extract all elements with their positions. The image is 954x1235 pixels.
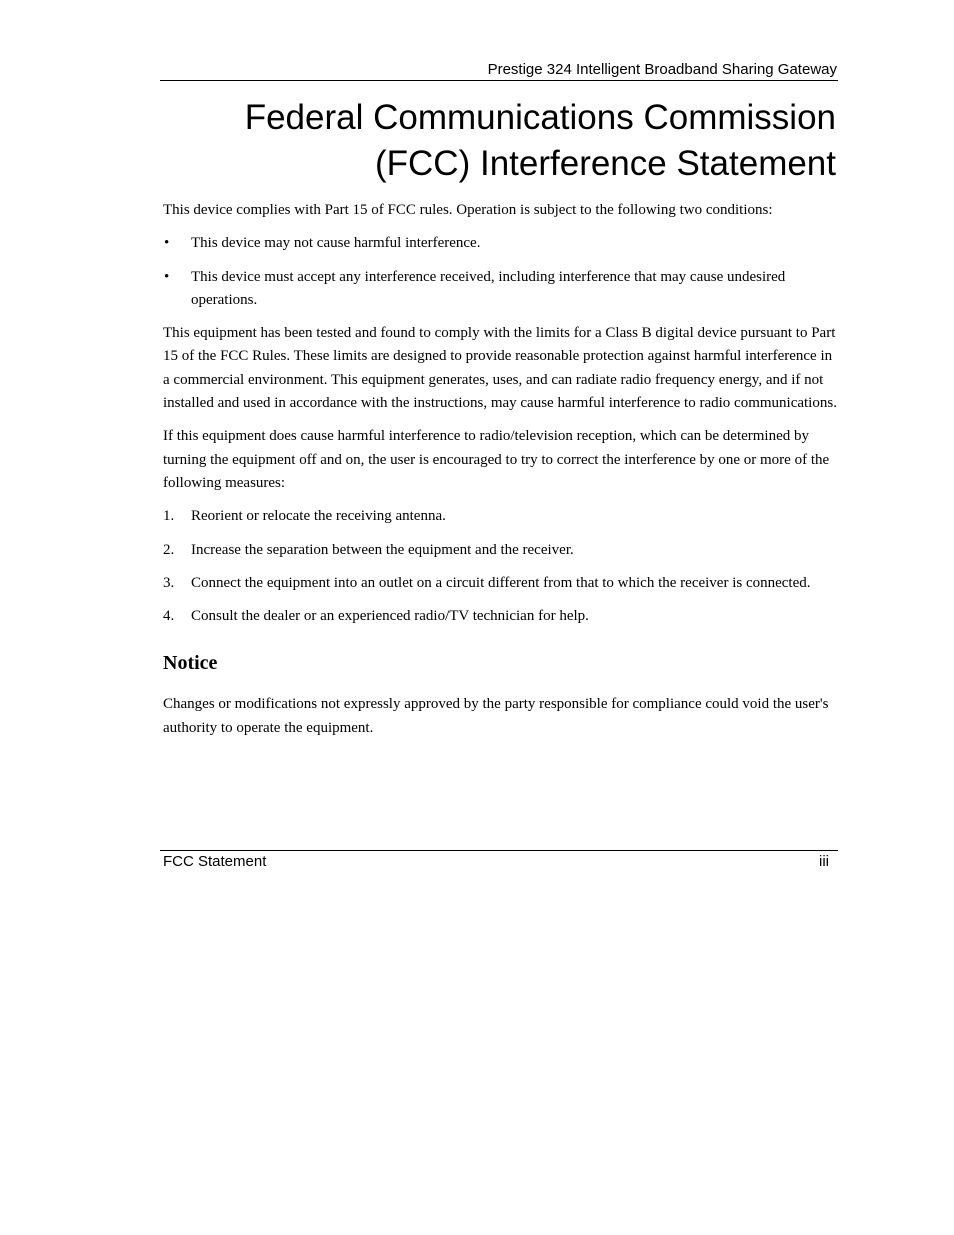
measure-text: Connect the equipment into an outlet on a circuit different from that to which the receiver is connected. (191, 574, 811, 591)
page-title-line-1: Federal Communications Commission (244, 98, 836, 137)
measure-text: Reorient or relocate the receiving antenna. (191, 508, 446, 525)
measure-item (163, 505, 838, 528)
bullet-marker: • (164, 235, 170, 252)
measures-list (163, 505, 838, 628)
bullet-marker: • (164, 268, 170, 285)
footer-section-label: FCC Statement (163, 853, 267, 870)
measure-item (163, 572, 838, 595)
measures-paragraph: If this equipment does cause harmful interference to radio/television reception, which can be determined by turning the equipment off and on, the user is encouraged to try to correct the interference by one or more of the following measures: (163, 428, 830, 491)
number-marker: 4. (163, 608, 175, 625)
footer-page-number: iii (819, 853, 829, 870)
notice-paragraph: Changes or modifications not expressly approved by the party responsible for compliance could void the user's authority to operate the equipment. (163, 696, 829, 736)
condition-text: This device may not cause harmful interference. (191, 235, 481, 252)
page-title (160, 95, 836, 187)
measure-item (163, 605, 838, 628)
intro-paragraph: This device complies with Part 15 of FCC rules. Operation is subject to the following two conditions: (163, 202, 773, 218)
condition-item (163, 266, 838, 313)
number-marker: 2. (163, 541, 175, 558)
condition-text: This device must accept any interference received, including interference that may cause undesired operations. (191, 268, 786, 308)
measure-item (163, 539, 838, 562)
conditions-list (163, 232, 838, 312)
measure-text: Consult the dealer or an experienced radio/TV technician for help. (191, 608, 589, 625)
page-title-line-2: (FCC) Interference Statement (375, 144, 836, 183)
footer-rule (160, 850, 838, 851)
running-header: Prestige 324 Intelligent Broadband Sharing Gateway (487, 61, 837, 78)
measure-text: Increase the separation between the equipment and the receiver. (191, 541, 574, 558)
header-rule (160, 80, 838, 81)
body-text (163, 199, 838, 750)
testing-paragraph: This equipment has been tested and found to comply with the limits for a Class B digital device pursuant to Part 15 of the FCC Rules. These limits are designed to provide reasonable protection against harmful interference in a commercial environment. This equipment generates, uses, and can radiate radio frequency energy, and if not installed and used in accordance with the instructions, may cause harmful interference to radio communications. (163, 325, 837, 412)
condition-item (163, 232, 838, 255)
number-marker: 3. (163, 574, 175, 591)
number-marker: 1. (163, 508, 175, 525)
notice-heading: Notice (163, 652, 218, 675)
